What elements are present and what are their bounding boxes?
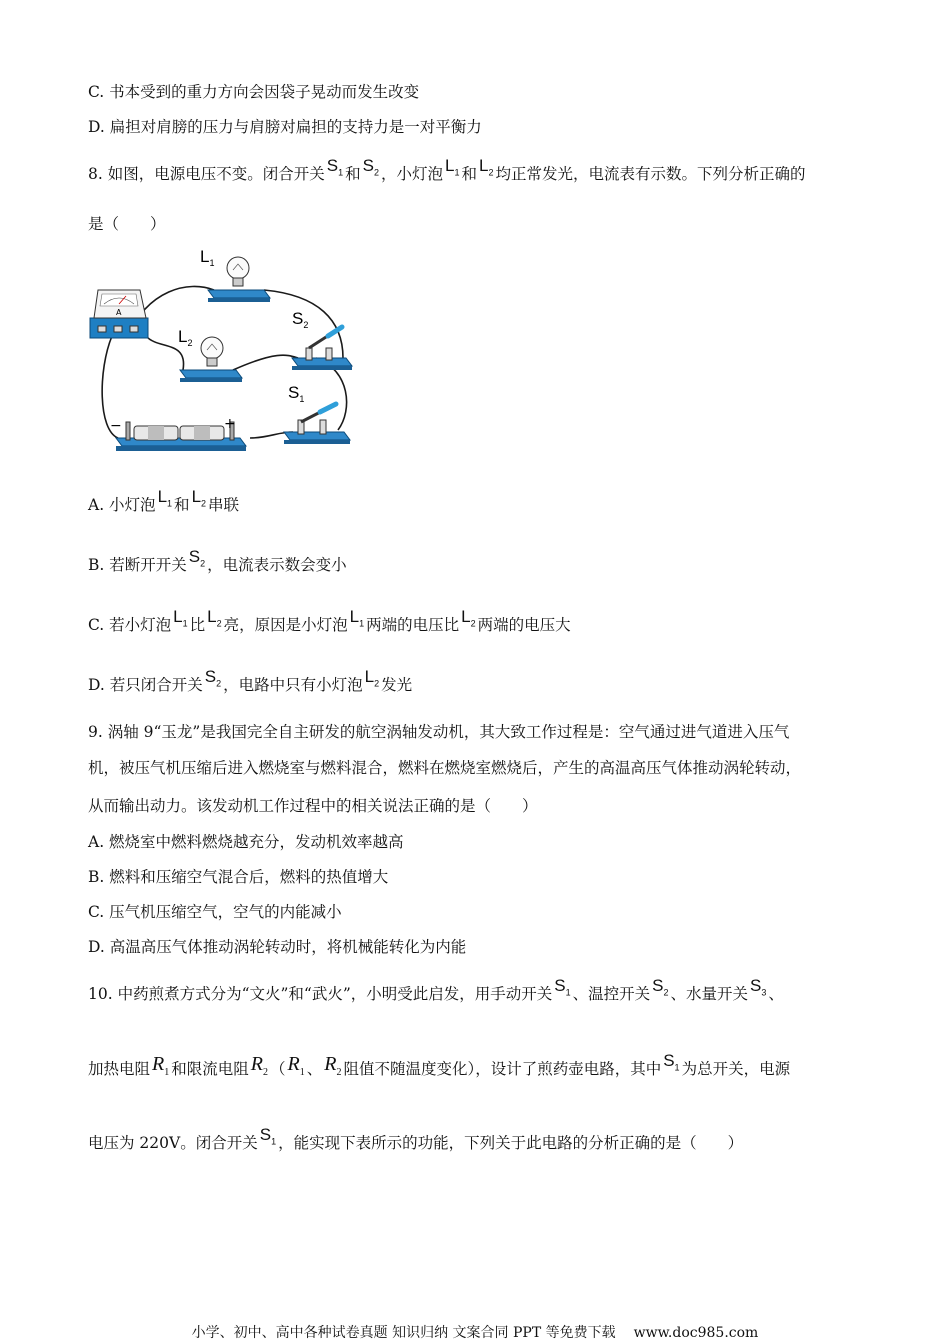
- switch-s1: [284, 383, 350, 444]
- q9-option-b: B. 燃料和压缩空气混合后，燃料的热值增大: [88, 868, 389, 886]
- label-s2: $S_2$: [292, 309, 309, 330]
- q9-stem-line3: 从而输出动力。该发动机工作过程中的相关说法正确的是（ ）: [88, 797, 538, 815]
- q9-stem-line1: 9. 涡轴 9“玉龙”是我国完全自主研发的航空涡轴发动机，其大致工作过程是：空气通过进气道进入压气: [88, 723, 790, 741]
- battery-plus-label: +: [224, 416, 236, 432]
- q9-stem-line2: 机，被压气机压缩后进入燃烧室与燃料混合，燃料在燃烧室燃烧后，产生的高温高压气体推动涡轮转动，: [88, 759, 802, 777]
- q9-option-c: C. 压气机压缩空气，空气的内能减小: [88, 903, 342, 921]
- q10-stem-line3: 电压为 220V。闭合开关 $S_1$ ，能实现下表所示的功能，下列关于此电路的分析正确的是（ ）: [88, 1125, 744, 1152]
- bulb-l1: [200, 247, 270, 302]
- q7-option-d: D. 扁担对肩膀的压力与肩膀对扁担的支持力是一对平衡力: [88, 118, 482, 136]
- q8-option-d: D. 若只闭合开关 $S_2$ ，电路中只有小灯泡 $L_2$ 发光: [88, 667, 413, 694]
- q8-stem-line2: 是（ ）: [88, 215, 166, 233]
- q8-stem-line1: 8. 如图，电源电压不变。闭合开关 $S_1$ 和 $S_2$ ，小灯泡 $L_1$ 和 $L_2$ 均正常发光，电流表有示数。下列分析正确的: [88, 156, 806, 183]
- battery: [110, 416, 246, 451]
- battery-minus-label: −: [110, 418, 122, 434]
- footer-url[interactable]: www.doc985.com: [633, 1325, 759, 1341]
- q8-option-c: C. 若小灯泡 $L_1$ 比 $L_2$ 亮，原因是小灯泡 $L_1$ 两端的电压比 $L_2$ 两端的电压大: [88, 607, 571, 634]
- switch-s2: [292, 309, 352, 370]
- q10-stem-line1: 10. 中药煎煮方式分为“文火”和“武火”，小明受此启发，用手动开关 $S_1$ 、温控开关 $S_2$ 、水量开关 $S_3$ 、: [88, 976, 784, 1003]
- label-s1: $S_1$: [288, 383, 305, 404]
- symbol-l2: $L_2$: [478, 156, 494, 178]
- bulb-l2: [178, 327, 242, 382]
- circuit-figure: [88, 240, 358, 455]
- label-l1: $L_1$: [200, 247, 215, 268]
- q7-option-c: C. 书本受到的重力方向会因袋子晃动而发生改变: [88, 83, 420, 101]
- q8-option-b: B. 若断开开关 $S_2$ ，电流表示数会变小: [88, 547, 347, 574]
- footer-text: 小学、初中、高中各种试卷真题 知识归纳 文案合同 PPT 等免费下载: [191, 1325, 616, 1341]
- ammeter: [90, 290, 148, 338]
- q9-option-a: A. 燃烧室中燃料燃烧越充分，发动机效率越高: [88, 833, 404, 851]
- q10-stem-line2: 加热电阻 $R_1$ 和限流电阻 $R_2$ （ $R_1$ 、 $R_2$ 阻值不随温度变化），设计了煎药壶电路，其中 $S_1$ 为总开关，电源: [88, 1051, 791, 1078]
- symbol-s1: $S_1$: [326, 156, 344, 178]
- symbol-s2: $S_2$: [362, 156, 379, 178]
- q9-option-d: D. 高温高压气体推动涡轮转动时，将机械能转化为内能: [88, 938, 467, 956]
- symbol-l1: $L_1$: [444, 156, 460, 178]
- page-footer: [0, 1322, 950, 1342]
- q8-option-a: A. 小灯泡 $L_1$ 和 $L_2$ 串联: [88, 487, 240, 514]
- label-l2: $L_2$: [178, 327, 193, 348]
- ammeter-label: A: [116, 308, 122, 317]
